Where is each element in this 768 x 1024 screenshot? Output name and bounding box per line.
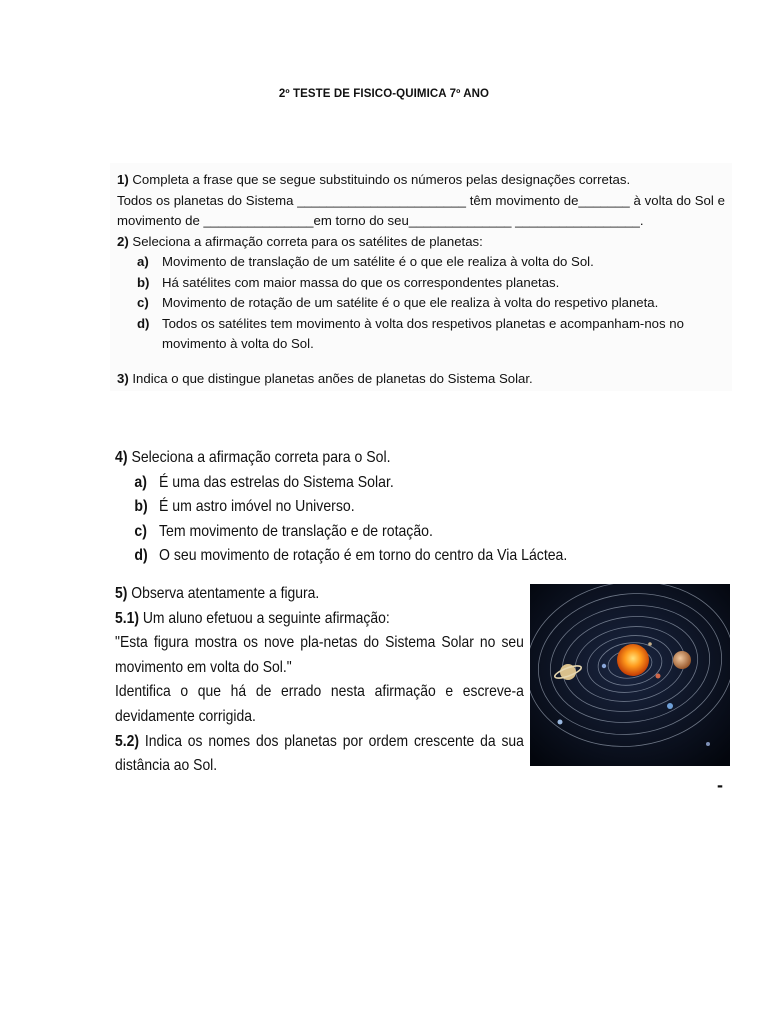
- question-3-text: Indica o que distingue planetas anões de planetas do Sistema Solar.: [128, 370, 533, 386]
- option-text: Movimento de rotação de um satélite é o que ele realiza à volta do respetivo planeta.: [162, 295, 659, 310]
- q1-word: têm: [469, 192, 492, 208]
- sun-icon: [617, 644, 649, 676]
- option-letter: b): [134, 498, 148, 515]
- planet-icon: [667, 703, 673, 709]
- question-2-option-d: [137, 314, 725, 355]
- question-2-option-b: [137, 273, 725, 294]
- question-1-line-3: movimento de _______________em torno do seu______________ _________________.: [117, 213, 644, 228]
- question-4-number: 4): [115, 449, 128, 466]
- option-text: Tem movimento de translação e de rotação.: [159, 522, 433, 540]
- question-2-text: Seleciona a afirmação correta para os satélites de planetas:: [128, 233, 483, 249]
- question-5-2-text: Indica os nomes dos planetas por ordem crescente da sua distância ao Sol.: [115, 732, 524, 775]
- questions-1-3-block: [110, 163, 732, 391]
- question-5-1-quote: "Esta figura mostra os nove pla-netas do Sistema Solar no seu movimento em volta do Sol.": [115, 634, 524, 676]
- q1-word: movimento: [495, 192, 560, 208]
- page-title: 2º TESTE DE FISICO-QUIMICA 7º ANO: [278, 88, 490, 100]
- question-5-1-instruction: Identifica o que há de errado nesta afirmação e escreve-a devidamente corrigida.: [115, 683, 524, 725]
- question-5-2-stem: [115, 730, 524, 779]
- q1-word: Sistema: [245, 192, 294, 208]
- question-5-2-number: 5.2): [115, 732, 139, 750]
- option-text: Há satélites com maior massa do que os correspondentes planetas.: [162, 274, 560, 290]
- option-letter: b): [137, 274, 150, 290]
- question-3-number: 3): [117, 370, 129, 386]
- question-5-1-number: 5.1): [115, 609, 139, 627]
- question-3-stem: [117, 369, 725, 390]
- question-4-text: Seleciona a afirmação correta para o Sol.: [127, 449, 391, 466]
- option-letter: a): [137, 254, 149, 269]
- q1-word: e: [717, 192, 725, 208]
- question-4-block: [110, 440, 730, 574]
- question-4-option-a: [134, 471, 567, 496]
- q1-word: planetas: [173, 192, 224, 208]
- question-5-block: [110, 582, 528, 782]
- planet-icon: [648, 642, 652, 646]
- planet-icon: [706, 742, 710, 746]
- planet-icon: [558, 720, 563, 725]
- question-1-stem: [117, 170, 725, 191]
- question-4-option-b: [134, 495, 567, 520]
- question-2-option-c: [137, 293, 725, 314]
- option-letter: d): [137, 315, 150, 331]
- q1-blank: _______________________: [297, 192, 466, 208]
- question-5-stem: [115, 582, 524, 607]
- question-2-option-a: [137, 252, 725, 273]
- q1-word: Todos: [117, 192, 153, 208]
- question-2-number: 2): [117, 233, 129, 249]
- option-letter: c): [134, 522, 147, 540]
- option-text: Todos os satélites tem movimento à volta dos respetivos planetas e acompanham-nos no movimento à volta do Sol.: [162, 315, 684, 351]
- option-text: É uma das estrelas do Sistema Solar.: [159, 473, 394, 491]
- q1-word: os: [155, 192, 170, 208]
- solar-system-figure: [530, 584, 730, 766]
- question-1-text: Completa a frase que se segue substituindo os números pelas designações corretas.: [128, 172, 631, 187]
- option-letter: c): [137, 295, 149, 310]
- option-text: É um astro imóvel no Universo.: [159, 498, 355, 515]
- question-5-number: 5): [115, 585, 128, 602]
- question-2-stem: [117, 232, 725, 253]
- question-1-line-2: [117, 191, 725, 212]
- question-4-stem: [115, 446, 567, 471]
- question-4-option-d: [134, 544, 567, 569]
- option-letter: a): [134, 473, 147, 491]
- question-5-1-text: Um aluno efetuou a seguinte afirmação:: [138, 609, 390, 627]
- jupiter-icon: [673, 651, 691, 669]
- trailing-mark: -: [717, 775, 723, 795]
- q1-blank: de_______: [563, 192, 630, 208]
- question-1-number: 1): [117, 172, 129, 187]
- question-5-text: Observa atentamente a figura.: [127, 585, 320, 602]
- question-4-option-c: [134, 520, 567, 545]
- q1-word: à: [633, 192, 641, 208]
- solar-system-illustration: [530, 584, 730, 766]
- q1-word: volta: [644, 192, 673, 208]
- q1-word: do: [227, 192, 243, 208]
- q1-word: do: [676, 192, 691, 208]
- option-text: Movimento de translação de um satélite é o que ele realiza à volta do Sol.: [162, 254, 594, 269]
- question-5-1-stem: [115, 607, 524, 632]
- q1-word: Sol: [694, 192, 714, 208]
- option-letter: d): [134, 547, 148, 564]
- planet-icon: [656, 674, 661, 679]
- option-text: O seu movimento de rotação é em torno do centro da Via Láctea.: [159, 547, 568, 564]
- planet-icon: [602, 664, 606, 668]
